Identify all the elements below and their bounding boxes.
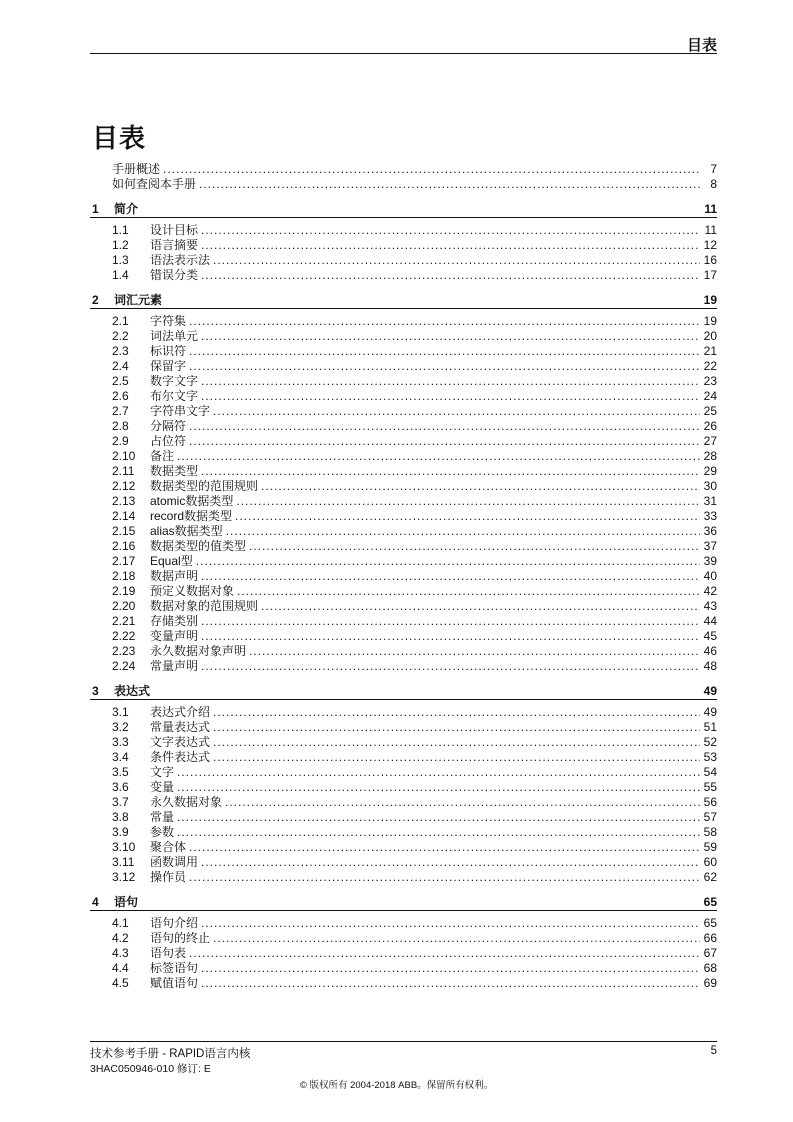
toc-entry-title: 预定义数据对象 [150,584,235,598]
toc-entry-page: 20 [703,329,717,343]
toc-entry-number: 3.2 [112,720,129,734]
toc-entry-title: 函数调用 [150,855,199,869]
toc-dot-leader [201,629,700,644]
toc-entry-number: 3.9 [112,825,129,839]
toc-entry-number: 4.2 [112,931,129,945]
toc-dot-leader [213,750,700,765]
toc-entry-page: 12 [703,238,717,252]
toc-entry-page: 67 [703,946,717,960]
toc-entry-page: 68 [703,961,717,975]
toc-entry-page: 16 [703,253,717,267]
toc-entry-number: 2.4 [112,359,129,373]
chapter-page: 11 [704,202,717,216]
toc-dot-leader [213,253,700,268]
toc-entry-title: 语句表 [150,946,187,960]
toc-entry-page: 54 [703,765,717,779]
toc-entry-number: 2.3 [112,344,129,358]
toc-entry-title: 变量 [150,780,175,794]
toc-entry-number: 1.1 [112,223,129,237]
toc-entry-number: 3.3 [112,735,129,749]
toc-entry-number: 2.21 [112,614,136,628]
toc-entry-number: 4.5 [112,976,129,990]
toc-entry-title: 数据类型的范围规则 [150,479,259,493]
toc-entry-page: 45 [703,629,717,643]
toc-entry-title: 语法表示法 [150,253,211,267]
toc-entry[interactable] [90,434,717,449]
chapter-number: 4 [92,895,99,909]
toc-entry[interactable] [90,509,717,524]
toc-entry-number: 2.22 [112,629,136,643]
toc-dot-leader [177,765,700,780]
toc-entry-title: 手册概述 [112,162,161,176]
toc-entry[interactable] [90,780,717,795]
toc-entry-title: 语句介绍 [150,916,199,930]
toc-entry-number: 2.7 [112,404,129,418]
toc-entry-number: 2.5 [112,374,129,388]
toc-dot-leader [189,870,700,885]
toc-entry-number: 3.7 [112,795,129,809]
toc-dot-leader [189,344,700,359]
toc-entry-title: 保留字 [150,359,187,373]
toc-entry-page: 27 [703,434,717,448]
toc-dot-leader [201,614,700,629]
toc-entry-page: 31 [703,494,717,508]
toc-entry-number: 3.12 [112,870,136,884]
toc-entry[interactable] [90,584,717,599]
toc-entry[interactable] [90,825,717,840]
toc-dot-leader [201,961,700,976]
toc-entry-page: 25 [703,404,717,418]
toc-dot-leader [201,329,700,344]
toc-entry-title: 存储类别 [150,614,199,628]
toc-entry[interactable] [90,931,717,946]
toc-entry-number: 3.8 [112,810,129,824]
toc-entry[interactable] [90,253,717,268]
toc-entry-title: 文字 [150,765,175,779]
toc-dot-leader [226,524,700,539]
toc-entry-number: 3.5 [112,765,129,779]
toc-entry[interactable] [90,795,717,810]
toc-entry-title: 操作员 [150,870,187,884]
toc-entry[interactable] [90,840,717,855]
toc-entry[interactable] [90,524,717,539]
toc-entry-page: 17 [703,268,717,282]
toc-dot-leader [213,735,700,750]
toc-entry-page: 62 [703,870,717,884]
toc-entry-number: 2.1 [112,314,129,328]
toc-dot-leader [249,539,700,554]
toc-entry[interactable] [90,644,717,659]
toc-entry-number: 2.15 [112,524,136,538]
toc-entry-title: 永久数据对象声明 [150,644,247,658]
toc-dot-leader [196,554,700,569]
toc-chapter-heading[interactable] [90,894,717,911]
toc-dot-leader [177,810,700,825]
toc-entry[interactable] [90,344,717,359]
toc-entry-title: 赋值语句 [150,976,199,990]
toc-entry-page: 42 [703,584,717,598]
toc-entry[interactable] [90,329,717,344]
toc-dot-leader [261,599,700,614]
toc-entry[interactable] [90,976,717,991]
toc-entry[interactable] [90,599,717,614]
toc-entry[interactable] [90,946,717,961]
toc-entry[interactable] [90,705,717,720]
toc-entry-page: 7 [710,162,717,176]
toc-entry[interactable] [90,223,717,238]
toc-entry-page: 39 [703,554,717,568]
header-divider [90,53,717,54]
toc-entry-number: 2.13 [112,494,136,508]
toc-entry-number: 2.23 [112,644,136,658]
toc-entry-number: 3.10 [112,840,136,854]
toc-entry-number: 4.4 [112,961,129,975]
toc-entry-number: 2.20 [112,599,136,613]
toc-entry[interactable] [90,419,717,434]
toc-entry-title: 永久数据对象 [150,795,223,809]
toc-entry-title: 布尔文字 [150,389,199,403]
toc-entry-page: 59 [703,840,717,854]
toc-entry-number: 2.24 [112,659,136,673]
toc-entry-page: 43 [703,599,717,613]
footer-document-id: 3HAC050946-010 修订: E [90,1063,211,1075]
toc-entry-title: 参数 [150,825,175,839]
toc-entry-title: 字符串文字 [150,404,211,418]
toc-entry-number: 3.4 [112,750,129,764]
toc-entry-page: 44 [703,614,717,628]
toc-dot-leader [201,223,700,238]
toc-entry-page: 58 [703,825,717,839]
toc-entry-page: 66 [703,931,717,945]
chapter-page: 19 [703,293,717,307]
toc-entry-number: 2.2 [112,329,129,343]
toc-dot-leader [201,464,700,479]
toc-entry[interactable] [90,404,717,419]
toc-entry-page: 52 [703,735,717,749]
toc-entry[interactable] [90,916,717,931]
toc-dot-leader [189,419,700,434]
toc-entry[interactable] [90,961,717,976]
toc-dot-leader [249,644,700,659]
chapter-number: 2 [92,293,99,307]
toc-entry[interactable] [90,374,717,389]
toc-dot-leader [189,434,700,449]
toc-chapter-heading[interactable] [90,292,717,309]
table-of-contents [90,162,717,991]
toc-entry-title: 占位符 [150,434,187,448]
toc-entry-title: 聚合体 [150,840,187,854]
toc-dot-leader [237,584,700,599]
toc-entry-number: 2.12 [112,479,136,493]
toc-entry[interactable] [90,389,717,404]
toc-entry-page: 22 [703,359,717,373]
toc-entry[interactable] [90,539,717,554]
toc-entry[interactable] [90,359,717,374]
toc-entry-title: 标签语句 [150,961,199,975]
toc-chapter-heading[interactable] [90,683,717,700]
footer-copyright: © 版权所有 2004-2018 ABB。保留所有权利。 [299,1080,494,1091]
toc-entry-page: 28 [703,449,717,463]
toc-entry-page: 46 [703,644,717,658]
toc-entry-page: 49 [703,705,717,719]
toc-entry-page: 48 [703,659,717,673]
toc-entry-title: 数据声明 [150,569,199,583]
toc-dot-leader [189,359,700,374]
toc-entry-page: 26 [703,419,717,433]
toc-entry-number: 1.4 [112,268,129,282]
toc-entry-number: 1.3 [112,253,129,267]
toc-entry[interactable] [90,238,717,253]
toc-entry-title: 标识符 [150,344,187,358]
chapter-title: 简介 [114,202,139,216]
toc-entry-title: 语句的终止 [150,931,211,945]
toc-entry-page: 24 [703,389,717,403]
toc-entry-page: 60 [703,855,717,869]
toc-entry-title: 常量声明 [150,659,199,673]
toc-entry-page: 19 [703,314,717,328]
toc-entry[interactable] [90,479,717,494]
toc-entry-page: 33 [703,509,717,523]
toc-entry-title: 变量声明 [150,629,199,643]
toc-entry-title: atomic数据类型 [150,494,234,508]
chapter-title: 语句 [114,895,139,909]
toc-dot-leader [189,946,700,961]
toc-dot-leader [201,389,700,404]
footer-page-number: 5 [710,1045,717,1057]
toc-dot-leader [213,720,700,735]
toc-entry[interactable] [90,810,717,825]
toc-dot-leader [201,976,700,991]
toc-entry-page: 21 [703,344,717,358]
toc-dot-leader [201,569,700,584]
toc-entry-number: 4.3 [112,946,129,960]
toc-entry-title: 语言摘要 [150,238,199,252]
toc-entry-number: 2.17 [112,554,136,568]
toc-entry-title: alias数据类型 [150,524,223,538]
toc-entry-page: 55 [703,780,717,794]
toc-entry-number: 3.11 [112,855,135,869]
toc-entry[interactable] [90,464,717,479]
toc-dot-leader [201,855,700,870]
chapter-number: 1 [92,202,99,216]
toc-dot-leader [261,479,700,494]
toc-dot-leader [177,780,700,795]
toc-entry-page: 53 [703,750,717,764]
toc-entry-number: 2.18 [112,569,136,583]
toc-entry-number: 3.1 [112,705,129,719]
toc-entry[interactable] [90,314,717,329]
toc-entry-page: 56 [703,795,717,809]
toc-entry-title: 数据类型的值类型 [150,539,247,553]
toc-entry-number: 2.11 [112,464,135,478]
toc-entry-number: 4.1 [112,916,129,930]
toc-entry-number: 2.19 [112,584,136,598]
toc-entry-title: 常量表达式 [150,720,211,734]
toc-dot-leader [177,825,700,840]
toc-entry-title: Equal型 [150,554,193,568]
toc-chapter-heading[interactable] [90,201,717,218]
toc-entry-number: 2.14 [112,509,136,523]
toc-dot-leader [199,177,700,192]
toc-dot-leader [201,916,700,931]
toc-entry-title: 数据类型 [150,464,199,478]
toc-entry-number: 1.2 [112,238,129,252]
footer-document-title: 技术参考手册 - RAPID语言内核 [90,1048,251,1060]
toc-dot-leader [189,840,700,855]
toc-entry[interactable] [90,449,717,464]
toc-entry-page: 29 [703,464,717,478]
toc-entry-page: 30 [703,479,717,493]
toc-dot-leader [225,795,700,810]
toc-entry-page: 23 [703,374,717,388]
toc-dot-leader [213,404,700,419]
toc-dot-leader [236,494,700,509]
toc-dot-leader [163,162,700,177]
toc-entry-page: 65 [703,916,717,930]
toc-dot-leader [201,374,700,389]
toc-entry-title: 条件表达式 [150,750,211,764]
toc-entry[interactable] [90,162,717,177]
chapter-number: 3 [92,684,99,698]
toc-entry-title: 表达式介绍 [150,705,211,719]
toc-entry[interactable] [90,494,717,509]
toc-dot-leader [213,931,700,946]
page-title: 目表 [92,123,147,153]
chapter-title: 表达式 [114,684,151,698]
toc-entry[interactable] [90,629,717,644]
toc-entry[interactable] [90,765,717,780]
toc-entry-title: record数据类型 [150,509,233,523]
toc-entry[interactable] [90,855,717,870]
toc-entry-title: 备注 [150,449,175,463]
toc-entry-title: 字符集 [150,314,187,328]
toc-entry[interactable] [90,870,717,885]
toc-entry-title: 词法单元 [150,329,199,343]
toc-entry-title: 数据对象的范围规则 [150,599,259,613]
toc-entry-title: 如何查阅本手册 [112,177,197,191]
toc-entry-title: 错误分类 [150,268,199,282]
toc-dot-leader [201,238,700,253]
toc-entry-number: 2.6 [112,389,129,403]
toc-entry[interactable] [90,569,717,584]
toc-entry[interactable] [90,268,717,283]
toc-entry[interactable] [90,554,717,569]
toc-entry[interactable] [90,750,717,765]
toc-entry[interactable] [90,659,717,674]
toc-entry-page: 11 [704,223,717,237]
toc-entry[interactable] [90,720,717,735]
toc-entry-page: 8 [710,177,717,191]
footer-divider [90,1041,717,1042]
toc-entry-number: 2.9 [112,434,129,448]
toc-dot-leader [201,659,700,674]
toc-dot-leader [177,449,700,464]
chapter-page: 49 [703,684,717,698]
toc-dot-leader [235,509,700,524]
toc-entry-number: 2.16 [112,539,136,553]
toc-entry[interactable] [90,735,717,750]
toc-dot-leader [201,268,700,283]
toc-entry[interactable] [90,614,717,629]
toc-dot-leader [189,314,700,329]
toc-entry-page: 36 [703,524,717,538]
toc-entry-page: 37 [703,539,717,553]
toc-entry-title: 数字文字 [150,374,199,388]
toc-entry-title: 常量 [150,810,175,824]
toc-entry-number: 2.10 [112,449,136,463]
toc-entry-page: 40 [703,569,717,583]
toc-entry-page: 69 [703,976,717,990]
toc-entry-page: 57 [703,810,717,824]
running-header-title: 目表 [686,37,717,54]
toc-dot-leader [213,705,700,720]
toc-entry-page: 51 [703,720,717,734]
chapter-page: 65 [703,895,717,909]
toc-entry-title: 文字表达式 [150,735,211,749]
toc-entry-number: 2.8 [112,419,129,433]
toc-entry-number: 3.6 [112,780,129,794]
toc-entry-title: 分隔符 [150,419,187,433]
toc-entry[interactable] [90,177,717,192]
chapter-title: 词汇元素 [114,293,163,307]
toc-entry-title: 设计目标 [150,223,199,237]
